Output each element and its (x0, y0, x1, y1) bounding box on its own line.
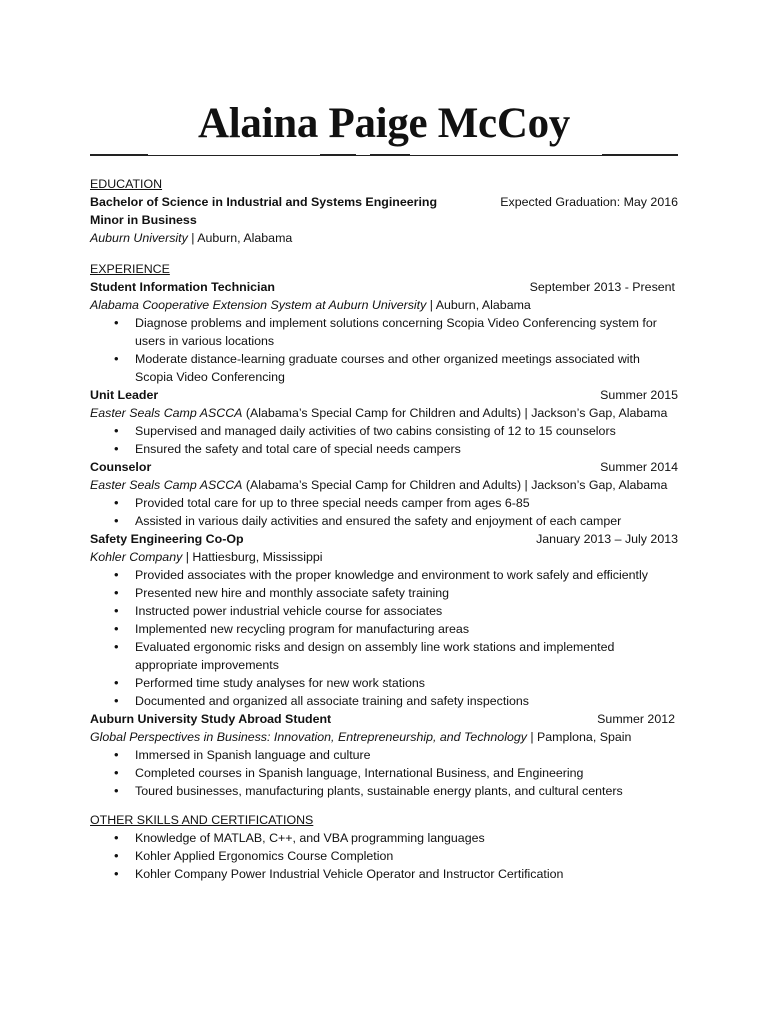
job-bullet: • Supervised and managed daily activities of two cabins consisting of 12 to 15 counselors (90, 422, 678, 440)
school-row (90, 229, 678, 247)
education-degree-row (90, 193, 678, 211)
job-bullet: • Assisted in various daily activities and ensured the safety and enjoyment of each camper (90, 512, 678, 530)
job-bullet: • Presented new hire and monthly associate safety training (90, 584, 678, 602)
job-bullet: • Completed courses in Spanish language, International Business, and Engineering (90, 764, 678, 782)
job-dates: Summer 2014 (600, 460, 678, 474)
degree: Bachelor of Science in Industrial and Systems Engineering (90, 195, 438, 209)
job-title: Safety Engineering Co-Op (90, 532, 244, 546)
job-dates: January 2013 – July 2013 (536, 532, 678, 546)
job-title-row (90, 458, 678, 476)
job-bullet: • Provided associates with the proper knowledge and environment to work safely and efficiently (90, 566, 678, 584)
job-dates: September 2013 - Present (529, 280, 675, 294)
job-org-row (90, 548, 678, 566)
skills-list (90, 829, 678, 883)
job-bullet: • Instructed power industrial vehicle course for associates (90, 602, 678, 620)
job-title-row (90, 710, 678, 728)
job-org-row (90, 728, 678, 746)
skill-item: • Kohler Applied Ergonomics Course Completion (90, 847, 678, 865)
education-heading: EDUCATION (90, 177, 163, 191)
job-title: Auburn University Study Abroad Student (90, 712, 332, 726)
job-org-row (90, 296, 678, 314)
job-bullet: • Documented and organized all associate training and safety inspections (90, 692, 678, 710)
job-bullet: • Evaluated ergonomic risks and design on assembly line work stations and implemented (90, 638, 678, 656)
resume-name: Alaina Paige McCoy (198, 100, 570, 147)
job-location: (Alabama’s Special Camp for Children and Adults) | Jackson’s Gap, Alabama (242, 478, 668, 492)
skill-item: • Knowledge of MATLAB, C++, and VBA programming languages (90, 829, 678, 847)
name-underline (90, 154, 678, 158)
job-org-row (90, 476, 678, 494)
job-title: Student Information Technician (90, 280, 275, 294)
job-bullet: • Ensured the safety and total care of special needs campers (90, 440, 678, 458)
job-org: Easter Seals Camp ASCCA (90, 406, 243, 420)
job-title-row (90, 530, 678, 548)
job-org: Alabama Cooperative Extension System at Auburn University (90, 298, 427, 312)
job-org: Kohler Company (90, 550, 183, 564)
minor: Minor in Business (90, 213, 197, 227)
job-dates: Summer 2015 (600, 388, 678, 402)
job-bullet: • Provided total care for up to three special needs camper from ages 6-85 (90, 494, 678, 512)
skills-heading: OTHER SKILLS AND CERTIFICATIONS (90, 813, 314, 827)
resume-content (90, 175, 678, 883)
experience-heading: EXPERIENCE (90, 262, 170, 276)
school-name: Auburn University (90, 231, 188, 245)
job-bullet: • Diagnose problems and implement solutions concerning Scopia Video Conferencing system for (90, 314, 678, 332)
job-bullet: • Toured businesses, manufacturing plants, sustainable energy plants, and cultural centers (90, 782, 678, 800)
job-location: (Alabama’s Special Camp for Children and Adults) | Jackson’s Gap, Alabama (242, 406, 668, 420)
graduation-date: Expected Graduation: May 2016 (500, 195, 678, 209)
job-bullet-continuation: Scopia Video Conferencing (135, 370, 285, 384)
job-location: | Pamplona, Spain (526, 730, 632, 744)
job-org-row (90, 404, 678, 422)
job-title: Counselor (90, 460, 152, 474)
job-bullet-continuation: users in various locations (135, 334, 275, 348)
job-org: Easter Seals Camp ASCCA (90, 478, 243, 492)
job-title: Unit Leader (90, 388, 159, 402)
job-bullet: • Immersed in Spanish language and culture (90, 746, 678, 764)
experience-list (90, 278, 678, 800)
job-location: | Auburn, Alabama (426, 298, 531, 312)
job-bullet: • Performed time study analyses for new work stations (90, 674, 678, 692)
job-title-row (90, 386, 678, 404)
job-location: | Hattiesburg, Mississippi (182, 550, 323, 564)
job-bullet-continuation: appropriate improvements (135, 658, 279, 672)
skill-item: • Kohler Company Power Industrial Vehicle Operator and Instructor Certification (90, 865, 678, 883)
job-bullet: • Moderate distance-learning graduate courses and other organized meetings associated with (90, 350, 678, 368)
job-dates: Summer 2012 (597, 712, 675, 726)
school-location: | Auburn, Alabama (187, 231, 293, 245)
job-bullet: • Implemented new recycling program for manufacturing areas (90, 620, 678, 638)
job-title-row (90, 278, 678, 296)
job-org: Global Perspectives in Business: Innovation, Entrepreneurship, and Technology (90, 730, 527, 744)
